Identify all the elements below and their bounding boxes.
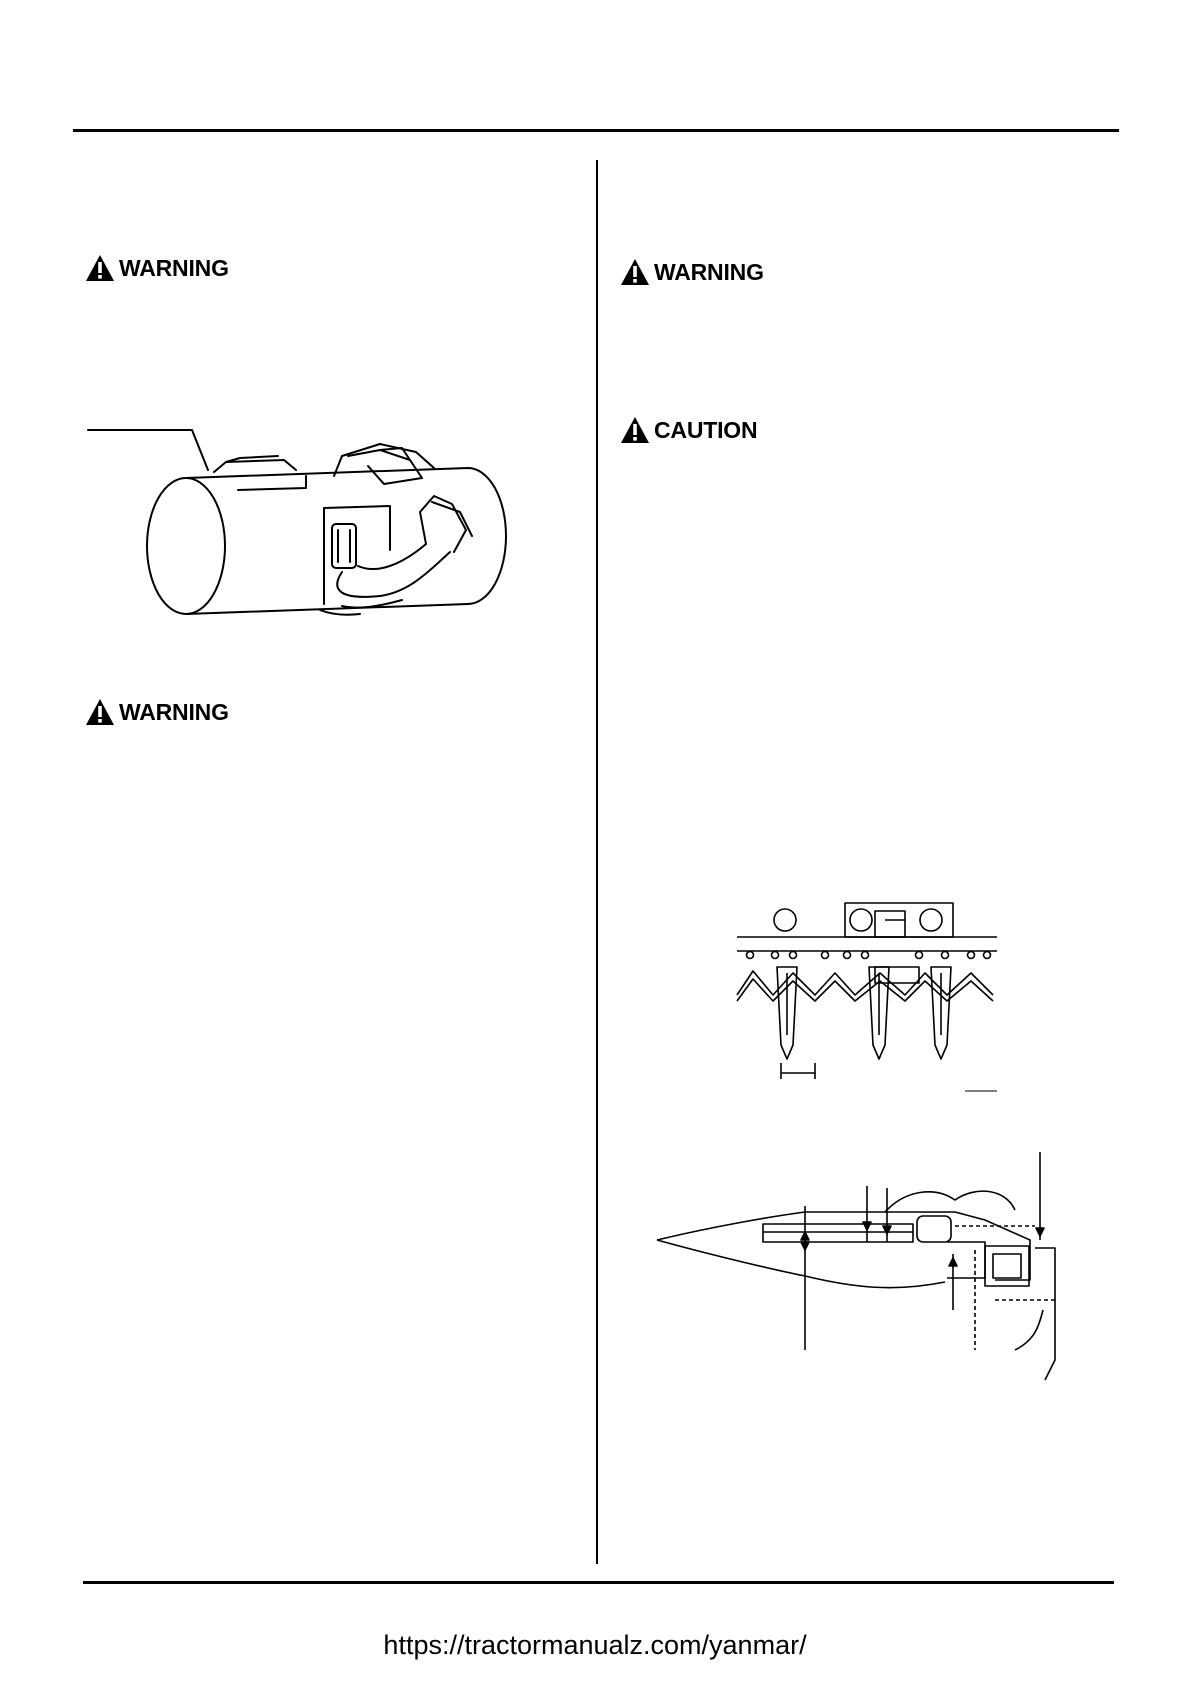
warning-label-left-2 xyxy=(85,698,229,726)
warning-triangle-icon xyxy=(620,416,650,444)
caution-text: CAUTION xyxy=(654,416,758,443)
cutter-bar-diagram xyxy=(735,895,1000,1095)
warning-triangle-icon xyxy=(85,254,115,282)
warning-triangle-icon xyxy=(85,698,115,726)
warning-label-left-1 xyxy=(85,254,229,282)
footer-url[interactable]: https://tractormanualz.com/yanmar/ xyxy=(383,1630,807,1660)
footer-rule xyxy=(83,1581,1114,1584)
fuel-filter-illustration xyxy=(80,420,540,620)
header-rule xyxy=(73,129,1119,132)
warning-text: WARNING xyxy=(654,258,764,285)
caution-label-right-1 xyxy=(620,416,757,444)
warning-text: WARNING xyxy=(119,698,229,725)
knife-guard-section-diagram xyxy=(655,1150,1085,1400)
warning-label-right-1 xyxy=(620,258,764,286)
warning-triangle-icon xyxy=(620,258,650,286)
column-divider xyxy=(596,160,598,1564)
warning-text: WARNING xyxy=(119,254,229,281)
